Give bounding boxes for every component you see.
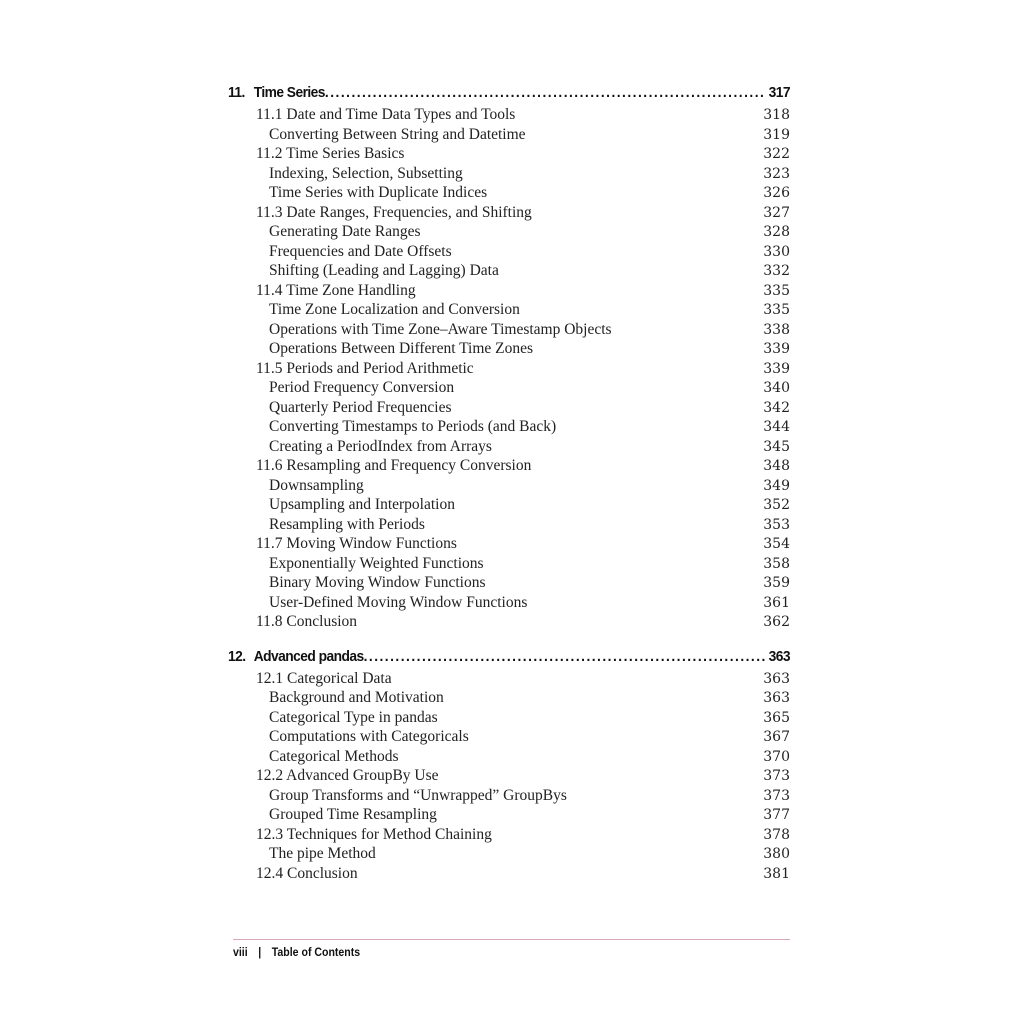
toc-entry[interactable] bbox=[228, 398, 790, 418]
toc-entry-title: 11.1 Date and Time Data Types and Tools bbox=[256, 106, 516, 123]
toc-entry-page-number: 352 bbox=[763, 497, 790, 513]
toc-entry-page-number: 345 bbox=[763, 438, 790, 455]
toc-entry-page-number: 359 bbox=[763, 575, 790, 591]
toc-entry[interactable] bbox=[228, 786, 790, 806]
toc-entry-page-number: 332 bbox=[763, 263, 790, 279]
chapter-entries bbox=[228, 669, 790, 884]
toc-entry-title: Frequencies and Date Offsets bbox=[269, 242, 452, 260]
toc-entry-page-number: 335 bbox=[763, 282, 790, 299]
toc-entry-page-number: 342 bbox=[763, 399, 790, 416]
toc-entry[interactable] bbox=[228, 437, 790, 457]
toc-entry-title: Grouped Time Resampling bbox=[269, 806, 437, 823]
toc-entry-title: 11.4 Time Zone Handling bbox=[256, 281, 416, 299]
toc-entry-page-number: 338 bbox=[763, 321, 790, 338]
chapter-number: 12. bbox=[228, 647, 246, 665]
toc-entry[interactable] bbox=[228, 359, 790, 379]
toc-entry[interactable] bbox=[228, 417, 790, 437]
toc-entry[interactable] bbox=[228, 144, 790, 164]
toc-entry[interactable] bbox=[228, 612, 790, 632]
toc-entry-page-number: 370 bbox=[763, 748, 790, 765]
toc-entry-title: 11.2 Time Series Basics bbox=[256, 145, 405, 162]
toc-entry-title: Operations Between Different Time Zones bbox=[269, 340, 534, 357]
toc-entry-page-number: 380 bbox=[763, 846, 790, 862]
chapter-number: 11. bbox=[228, 84, 245, 101]
toc-entry-page-number: 373 bbox=[763, 768, 790, 784]
toc-entry-title: 12.4 Conclusion bbox=[256, 864, 358, 882]
chapter-12 bbox=[228, 648, 790, 884]
footer-separator: | bbox=[258, 945, 262, 959]
toc-entry[interactable] bbox=[228, 300, 790, 320]
footer-rule bbox=[233, 939, 790, 940]
dot-leader bbox=[325, 84, 765, 101]
toc-entry-page-number: 335 bbox=[763, 302, 790, 318]
toc-entry-title: 11.3 Date Ranges, Frequencies, and Shifting bbox=[256, 203, 532, 221]
toc-entry-title: Converting Timestamps to Periods (and Back) bbox=[269, 418, 557, 435]
toc-entry[interactable] bbox=[228, 688, 790, 708]
toc-entry-title: 12.1 Categorical Data bbox=[256, 669, 392, 687]
toc-entry-page-number: 365 bbox=[763, 709, 790, 726]
toc-entry-page-number: 323 bbox=[763, 165, 790, 182]
toc-entry[interactable] bbox=[228, 593, 790, 613]
toc-entry[interactable] bbox=[228, 456, 790, 476]
chapter-heading[interactable] bbox=[228, 84, 790, 105]
toc-entry-title: Shifting (Leading and Lagging) Data bbox=[269, 262, 499, 279]
toc-entry[interactable] bbox=[228, 203, 790, 223]
toc-entry-page-number: 319 bbox=[763, 126, 790, 143]
toc-entry[interactable] bbox=[228, 125, 790, 145]
toc-entry-title: Time Zone Localization and Conversion bbox=[269, 301, 520, 318]
toc-entry-page-number: 328 bbox=[763, 224, 790, 240]
toc-entry-page-number: 344 bbox=[763, 419, 790, 435]
toc-entry[interactable] bbox=[228, 747, 790, 767]
toc-entry-page-number: 349 bbox=[763, 477, 790, 494]
toc-entry[interactable] bbox=[228, 378, 790, 398]
toc-entry-title: Background and Motivation bbox=[269, 689, 444, 706]
toc-entry-title: Quarterly Period Frequencies bbox=[269, 398, 452, 416]
chapter-title: Time Series bbox=[253, 84, 325, 101]
toc-entry-page-number: 327 bbox=[763, 204, 790, 221]
toc-entry[interactable] bbox=[228, 805, 790, 825]
toc-entry[interactable] bbox=[228, 183, 790, 203]
toc-entry-title: Period Frequency Conversion bbox=[269, 379, 455, 396]
toc-entry-title: Indexing, Selection, Subsetting bbox=[269, 164, 463, 182]
toc-entry-title: The pipe Method bbox=[269, 845, 376, 862]
page-footer bbox=[233, 945, 360, 959]
toc-entry-page-number: 381 bbox=[763, 865, 790, 882]
dot-leader bbox=[364, 648, 765, 665]
toc-entry-page-number: 339 bbox=[763, 360, 790, 377]
toc-entry-title: Categorical Methods bbox=[269, 747, 399, 765]
toc-entry[interactable] bbox=[228, 554, 790, 574]
toc-entry-title: User-Defined Moving Window Functions bbox=[269, 593, 528, 611]
table-of-contents bbox=[228, 84, 790, 883]
toc-entry-title: Downsampling bbox=[269, 476, 364, 494]
toc-entry-page-number: 340 bbox=[763, 380, 790, 396]
chapter-11 bbox=[228, 84, 790, 632]
toc-entry[interactable] bbox=[228, 242, 790, 262]
toc-entry-page-number: 348 bbox=[763, 458, 790, 474]
toc-entry[interactable] bbox=[228, 105, 790, 125]
toc-entry-title: Binary Moving Window Functions bbox=[269, 574, 486, 591]
chapter-heading[interactable] bbox=[228, 648, 790, 669]
toc-entry-title: Upsampling and Interpolation bbox=[269, 496, 455, 513]
toc-entry[interactable] bbox=[228, 534, 790, 554]
toc-entry-title: 12.2 Advanced GroupBy Use bbox=[256, 767, 439, 784]
toc-entry[interactable] bbox=[228, 825, 790, 845]
toc-entry-page-number: 377 bbox=[763, 807, 790, 823]
toc-entry-page-number: 326 bbox=[763, 185, 790, 201]
toc-entry[interactable] bbox=[228, 515, 790, 535]
footer-page-number: viii bbox=[233, 945, 248, 959]
toc-entry[interactable] bbox=[228, 864, 790, 884]
chapter-page-number: 363 bbox=[768, 647, 791, 665]
toc-entry-title: Creating a PeriodIndex from Arrays bbox=[269, 437, 492, 455]
toc-entry-title: Time Series with Duplicate Indices bbox=[269, 184, 488, 201]
toc-entry-title: Group Transforms and “Unwrapped” GroupBys bbox=[269, 786, 567, 804]
toc-entry-title: Exponentially Weighted Functions bbox=[269, 554, 484, 572]
toc-entry-title: Categorical Type in pandas bbox=[269, 708, 438, 726]
toc-entry-page-number: 354 bbox=[763, 536, 790, 552]
toc-entry-title: 11.7 Moving Window Functions bbox=[256, 535, 457, 552]
toc-entry[interactable] bbox=[228, 320, 790, 340]
toc-entry-title: 11.8 Conclusion bbox=[256, 613, 358, 630]
toc-entry-page-number: 373 bbox=[763, 787, 790, 804]
toc-entry-title: Computations with Categoricals bbox=[269, 728, 469, 745]
toc-entry-page-number: 362 bbox=[763, 614, 790, 630]
toc-entry[interactable] bbox=[228, 727, 790, 747]
chapter-entries bbox=[228, 105, 790, 632]
toc-entry[interactable] bbox=[228, 669, 790, 689]
toc-entry[interactable] bbox=[228, 766, 790, 786]
toc-entry-page-number: 367 bbox=[763, 729, 790, 745]
toc-entry[interactable] bbox=[228, 339, 790, 359]
toc-entry-page-number: 339 bbox=[763, 341, 790, 357]
chapter-title: Advanced pandas bbox=[253, 647, 364, 665]
toc-entry-page-number: 330 bbox=[763, 243, 790, 260]
toc-entry-title: Resampling with Periods bbox=[269, 515, 425, 533]
toc-entry-title: 11.6 Resampling and Frequency Conversion bbox=[256, 457, 532, 474]
toc-entry-page-number: 358 bbox=[763, 555, 790, 572]
toc-entry-page-number: 363 bbox=[763, 690, 790, 706]
toc-entry[interactable] bbox=[228, 844, 790, 864]
toc-entry[interactable] bbox=[228, 476, 790, 496]
toc-entry[interactable] bbox=[228, 164, 790, 184]
toc-entry-page-number: 363 bbox=[763, 670, 790, 687]
toc-entry-title: 11.5 Periods and Period Arithmetic bbox=[256, 359, 474, 377]
toc-entry[interactable] bbox=[228, 495, 790, 515]
toc-entry[interactable] bbox=[228, 281, 790, 301]
footer-section-title: Table of Contents bbox=[271, 945, 361, 959]
toc-entry[interactable] bbox=[228, 708, 790, 728]
toc-entry-page-number: 378 bbox=[763, 826, 790, 843]
toc-entry-title: Operations with Time Zone–Aware Timestamp Objects bbox=[269, 320, 612, 338]
toc-entry-page-number: 353 bbox=[763, 516, 790, 533]
toc-entry-title: Generating Date Ranges bbox=[269, 223, 421, 240]
toc-entry-title: 12.3 Techniques for Method Chaining bbox=[256, 825, 492, 843]
chapter-page-number: 317 bbox=[768, 84, 791, 101]
toc-entry[interactable] bbox=[228, 261, 790, 281]
toc-entry-page-number: 322 bbox=[763, 146, 790, 162]
toc-entry[interactable] bbox=[228, 573, 790, 593]
toc-entry-title: Converting Between String and Datetime bbox=[269, 125, 526, 143]
toc-entry[interactable] bbox=[228, 222, 790, 242]
toc-entry-page-number: 361 bbox=[763, 594, 790, 611]
toc-entry-page-number: 318 bbox=[763, 107, 790, 123]
